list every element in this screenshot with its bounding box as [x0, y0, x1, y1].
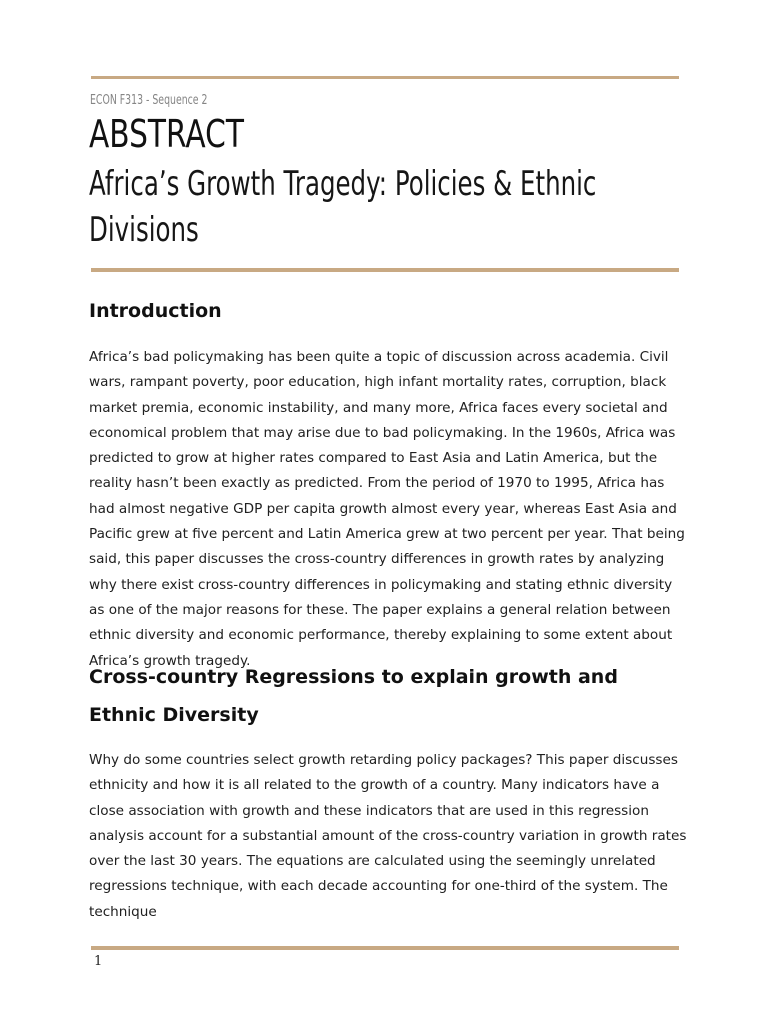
- introduction-paragraph: Africa’s bad policymaking has been quite a topic of discussion across academia. Civil wars, rampant poverty, poor education, high infant mortality rates, corruption, black market premia, economic instability, and many more, Africa faces every societal and economical problem that may arise due to bad policymaking. In the 1960s, Africa was predicted to grow at higher rates compared to East Asia and Latin America, but the reality hasn’t been exactly as predicted. From the period of 1970 to 1995, Africa has had almost negative GDP per capita growth almost every year, whereas East Asia and Pacific grew at five percent and Latin America grew at two percent per year. That being said, this paper discusses the cross-country differences in growth rates by analyzing why there exist cross-country differences in policymaking and stating ethnic diversity as one of the major reasons for these. The paper explains a general relation between ethnic diversity and economic performance, thereby explaining to some extent about Africa’s growth tragedy.: [89, 349, 685, 669]
- top-divider: [91, 76, 679, 79]
- header-divider: [91, 268, 679, 272]
- section-heading-regressions: Cross-country Regressions to explain growth and Ethnic Diversity: [89, 666, 618, 726]
- page-number: 1: [94, 954, 103, 969]
- course-label: ECON F313 - Sequence 2: [90, 93, 208, 108]
- abstract-heading: ABSTRACT: [89, 112, 244, 156]
- regressions-paragraph: Why do some countries select growth retarding policy packages? This paper discusses ethnicity and how it is all related to the growth of a country. Many indicators have a close association with growth and these indicators that are used in this regression analysis account for a substantial amount of the cross-country variation in growth rates over the last 30 years. The equations are calculated using the seemingly unrelated regressions technique, with each decade accounting for one-third of the system. The technique: [89, 752, 687, 920]
- document-title: Africa’s Growth Tragedy: Policies & Ethnic Divisions: [89, 164, 597, 250]
- footer-divider: [91, 946, 679, 950]
- section-heading-introduction: Introduction: [89, 300, 222, 322]
